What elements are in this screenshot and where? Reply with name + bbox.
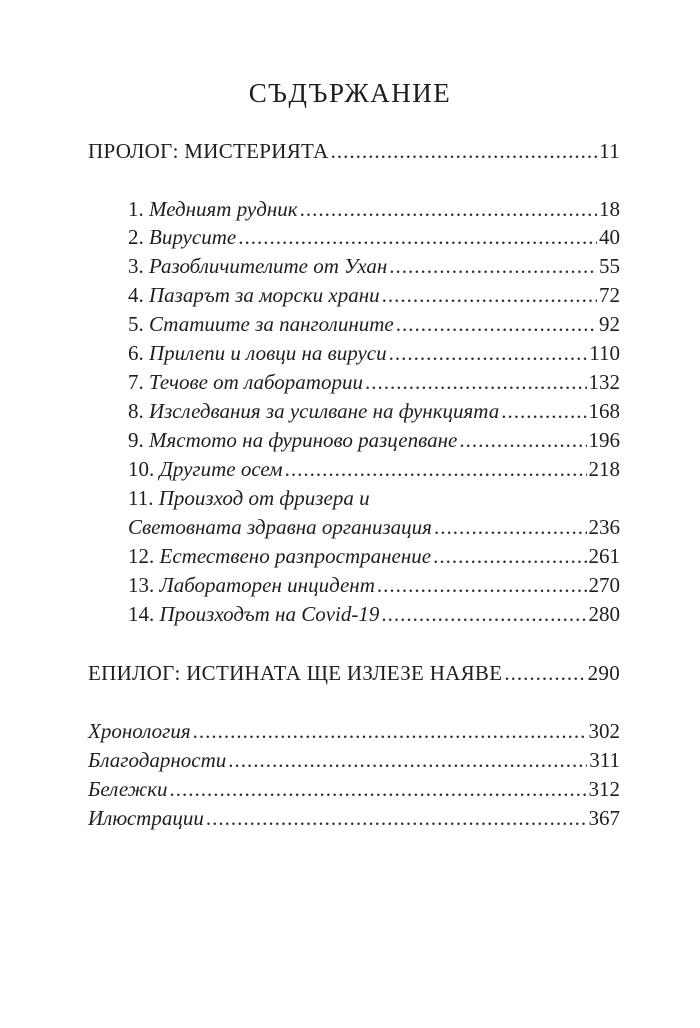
- toc-entry-prologue[interactable]: [88, 138, 620, 164]
- toc-leader-dots: [434, 514, 587, 540]
- toc-leader-dots: [381, 601, 586, 627]
- toc-leader-dots: [193, 718, 587, 744]
- toc-entry-chapter-6[interactable]: [128, 340, 620, 366]
- toc-entry-label: 1. Медният рудник: [128, 197, 298, 221]
- toc-leader-dots: [300, 196, 597, 222]
- toc-entry-chapter-11-first-line[interactable]: 11. Произход от фризера и: [128, 486, 370, 510]
- toc-leader-dots: [238, 224, 597, 250]
- toc-leader-dots: [501, 398, 586, 424]
- toc-page-number: 236: [588, 515, 620, 539]
- toc-page-number: 110: [589, 341, 620, 365]
- toc-entry-epilogue[interactable]: [88, 660, 620, 686]
- toc-leader-dots: [377, 572, 587, 598]
- toc-entry-label: Бележки: [88, 777, 168, 801]
- toc-page-number: 92: [599, 312, 620, 336]
- toc-entry-chronology[interactable]: [88, 718, 620, 744]
- toc-entry-label: 6. Прилепи и ловци на вируси: [128, 341, 387, 365]
- toc-entry-chapter-12[interactable]: [128, 543, 620, 569]
- toc-entry-chapter-3[interactable]: [128, 253, 620, 279]
- toc-entry-label: Благодарности: [88, 748, 227, 772]
- toc-leader-dots: [206, 805, 587, 831]
- toc-leader-dots: [170, 776, 587, 802]
- toc-entry-label: ПРОЛОГ: МИСТЕРИЯТА: [88, 139, 329, 163]
- toc-entry-label: 4. Пазарът за морски храни: [128, 283, 380, 307]
- toc-entry-label: 8. Изследвания за усилване на функцията: [128, 399, 500, 423]
- page-title: СЪДЪРЖАНИЕ: [248, 78, 452, 108]
- toc-page-number: 55: [599, 254, 620, 278]
- toc-entry-chapter-5[interactable]: [128, 311, 620, 337]
- toc-page-number: 280: [588, 602, 620, 626]
- toc-entry-chapter-10[interactable]: [128, 456, 620, 482]
- toc-leader-dots: [396, 311, 597, 337]
- toc-entry-chapter-13[interactable]: [128, 572, 620, 598]
- toc-entry-notes[interactable]: [88, 776, 620, 802]
- toc-page-number: 290: [587, 661, 620, 685]
- toc-entry-label: 5. Статиите за панголините: [128, 312, 394, 336]
- toc-entry-label: Световната здравна организация: [128, 515, 432, 539]
- toc-page-number: 261: [588, 544, 620, 568]
- toc-entry-chapter-4[interactable]: [128, 282, 620, 308]
- toc-leader-dots: [459, 427, 586, 453]
- toc-leader-dots: [365, 369, 587, 395]
- toc-entry-label: 12. Естествено разпространение: [128, 544, 432, 568]
- toc-leader-dots: [504, 660, 585, 686]
- toc-entry-chapter-1[interactable]: [128, 196, 620, 222]
- toc-page-number: 218: [588, 457, 620, 481]
- toc-page-number: 72: [599, 283, 620, 307]
- toc-leader-dots: [228, 747, 587, 773]
- toc-page-number: 11: [599, 139, 620, 163]
- toc-leader-dots: [389, 340, 588, 366]
- toc-leader-dots: [285, 456, 587, 482]
- toc-page-number: 312: [588, 777, 620, 801]
- toc-entry-chapter-2[interactable]: [128, 224, 620, 250]
- toc-leader-dots: [382, 282, 597, 308]
- toc-page-number: 196: [588, 428, 620, 452]
- toc-page-number: 270: [588, 573, 620, 597]
- toc-entry-chapter-7[interactable]: [128, 369, 620, 395]
- toc-entry-chapter-8[interactable]: [128, 398, 620, 424]
- toc-entry-chapter-14[interactable]: [128, 601, 620, 627]
- toc-entry-label: Илюстрации: [88, 806, 204, 830]
- toc-entry-label: Хронология: [88, 719, 191, 743]
- toc-entry-acknowledgements[interactable]: [88, 747, 620, 773]
- toc-entry-chapter-11[interactable]: [128, 514, 620, 540]
- toc-entry-label: 10. Другите осем: [128, 457, 283, 481]
- toc-leader-dots: [433, 543, 586, 569]
- toc-entry-chapter-9[interactable]: [128, 427, 620, 453]
- toc-page-number: 367: [588, 806, 620, 830]
- toc-page-number: 302: [588, 719, 620, 743]
- toc-entry-label: 14. Произходът на Covid-19: [128, 602, 380, 626]
- toc-page-number: 40: [599, 225, 620, 249]
- toc-entry-label: 3. Разобличителите от Ухан: [128, 254, 388, 278]
- toc-entry-label: ЕПИЛОГ: ИСТИНАТА ЩЕ ИЗЛЕЗЕ НАЯВЕ: [88, 661, 503, 685]
- toc-entry-label: 9. Мястото на фуриново разцепване: [128, 428, 458, 452]
- toc-leader-dots: [331, 138, 598, 164]
- toc-page-number: 18: [599, 197, 620, 221]
- toc-page-number: 132: [588, 370, 620, 394]
- toc-page-number: 311: [589, 748, 620, 772]
- toc-entry-illustrations[interactable]: [88, 805, 620, 831]
- toc-entry-label: 2. Вирусите: [128, 225, 237, 249]
- toc-entry-label: 7. Течове от лаборатории: [128, 370, 363, 394]
- toc-entry-label: 13. Лабораторен инцидент: [128, 573, 375, 597]
- toc-page-number: 168: [588, 399, 620, 423]
- toc-leader-dots: [389, 253, 597, 279]
